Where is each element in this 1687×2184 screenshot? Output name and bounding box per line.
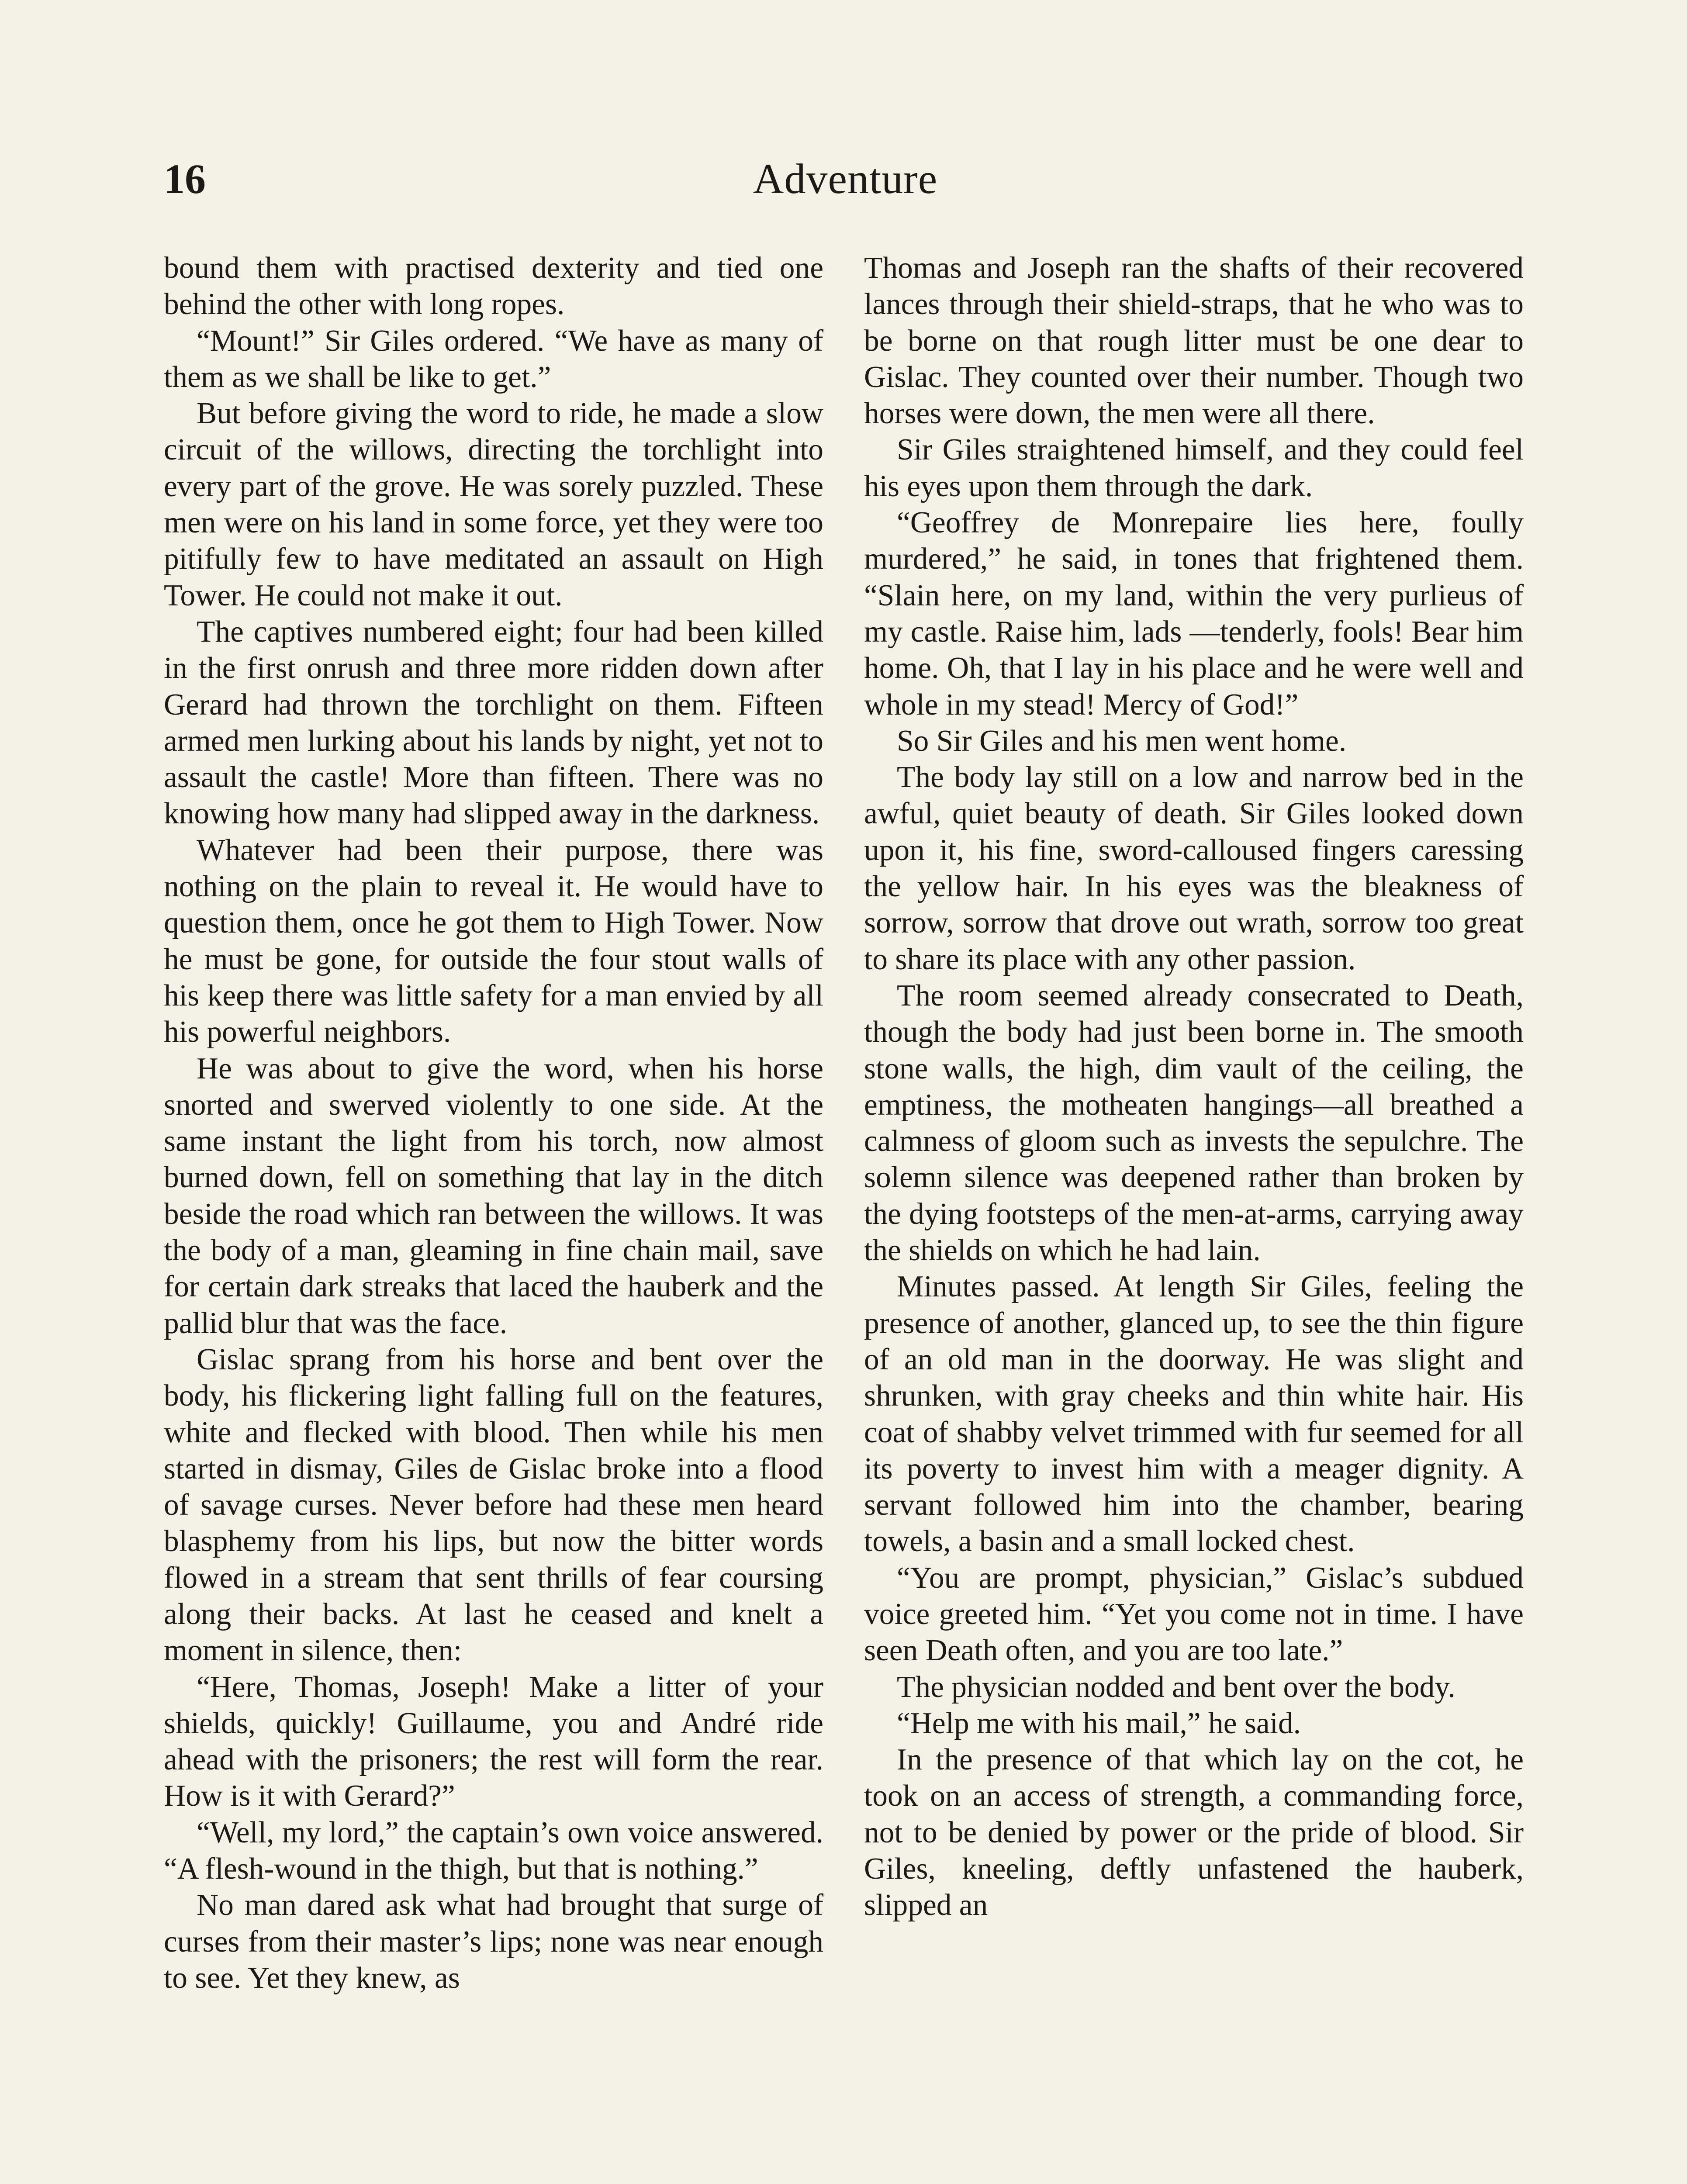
paragraph: Whatever had been their purpose, there was nothing on the plain to reveal it. He would have to question them, once he got them to High Tower. Now he must be gone, for outside the four stout walls of his keep there was little safety for a man envied by all his powerful neighbors. [164,833,823,1049]
paragraph: “Geoffrey de Monrepaire lies here, foully murdered,” he said, in tones that frightened them. “Slain here, on my land, within the very purlieus of my castle. Raise him, lads —tenderly, fools! Bear him home. Oh, that I lay in his place and he were well and whole in my stead! Mercy of God!” [864,506,1524,722]
paragraph: So Sir Giles and his men went home. [897,724,1347,758]
paragraph: “You are prompt, physician,” Gislac’s subdued voice greeted him. “Yet you come not in time. I have seen Death often, and you are too late.” [864,1561,1524,1668]
running-title: Adventure [753,156,938,203]
paragraph: No man dared ask what had brought that surge of curses from their master’s lips; none was near enough to see. Yet they knew, as [164,1888,823,1995]
page-number: 16 [164,156,206,202]
paragraph: bound them with practised dexterity and tied one behind the other with long ropes. [164,251,823,321]
paragraph: Sir Giles straightened himself, and they could feel his eyes upon them through the dark. [864,433,1524,503]
left-column [164,250,823,1996]
paragraph: Gislac sprang from his horse and bent over the body, his flickering light falling full on the features, white and flecked with blood. Then while his men started in dismay, Giles de Gislac broke into a flood of savage curses. Never before had these men heard blasphemy from his lips, but now the bitter words flowed in a stream that sent thrills of fear coursing along their backs. At last he ceased and knelt a moment in silence, then: [164,1342,823,1668]
paragraph: “Here, Thomas, Joseph! Make a litter of your shields, quickly! Guillaume, you and André ride ahead with the prisoners; the rest will form the rear. How is it with Gerard?” [164,1670,823,1813]
paragraph: In the presence of that which lay on the cot, he took on an access of strength, a commanding force, not to be denied by power or the pride of blood. Sir Giles, kneeling, deftly unfastened the hauberk, slipped an [864,1743,1524,1922]
paragraph: He was about to give the word, when his horse snorted and swerved violently to one side. At the same instant the light from his torch, now almost burned down, fell on something that lay in the ditch beside the road which ran between the willows. It was the body of a man, gleaming in fine chain mail, save for certain dark streaks that laced the hauberk and the pallid blur that was the face. [164,1051,823,1340]
paragraph: “Mount!” Sir Giles ordered. “We have as many of them as we shall be like to get.” [164,324,823,394]
paragraph: But before giving the word to ride, he made a slow circuit of the willows, directing the torchlight into every part of the grove. He was sorely puzzled. These men were on his land in some force, yet they were too pitifully few to have meditated an assault on High Tower. He could not make it out. [164,397,823,612]
paragraph: The captives numbered eight; four had been killed in the first onrush and three more ridden down after Gerard had thrown the torchlight on them. Fifteen armed men lurking about his lands by night, yet not to assault the castle! More than fifteen. There was no knowing how many had slipped away in the darkness. [164,615,823,831]
paragraph: “Help me with his mail,” he said. [897,1706,1301,1740]
paragraph: The body lay still on a low and narrow bed in the awful, quiet beauty of death. Sir Giles looked down upon it, his fine, sword-calloused fingers caressing the yellow hair. In his eyes was the bleakness of sorrow, sorrow that drove out wrath, sorrow too great to share its place with any other passion. [864,760,1524,976]
paragraph: The physician nodded and bent over the body. [897,1670,1455,1704]
paragraph: “Well, my lord,” the captain’s own voice answered. “A flesh-wound in the thigh, but that is nothing.” [164,1815,823,1886]
right-column [864,250,1524,1924]
paragraph: Minutes passed. At length Sir Giles, feeling the presence of another, glanced up, to see the thin figure of an old man in the doorway. He was slight and shrunken, with gray cheeks and thin white hair. His coat of shabby velvet trimmed with fur seemed for all its poverty to invest him with a meager dignity. A servant followed him into the chamber, bearing towels, a basin and a small locked chest. [864,1270,1524,1559]
paragraph: The room seemed already consecrated to Death, though the body had just been borne in. The smooth stone walls, the high, dim vault of the ceiling, the emptiness, the motheaten hangings—all breathed a calmness of gloom such as invests the sepulchre. The solemn silence was deepened rather than broken by the dying footsteps of the men-at-arms, carrying away the shields on which he had lain. [864,978,1524,1268]
paragraph: Thomas and Joseph ran the shafts of their recovered lances through their shield-straps, that he who was to be borne on that rough litter must be one dear to Gislac. They counted over their number. Though two horses were down, the men were all there. [864,251,1524,431]
page-header [164,149,1527,218]
